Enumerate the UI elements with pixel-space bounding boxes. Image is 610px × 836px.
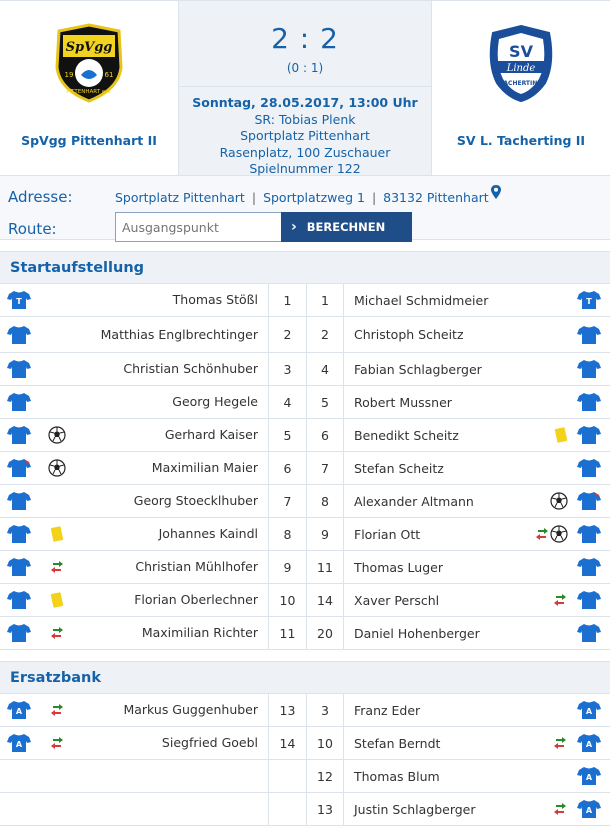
address-venue[interactable]: Sportplatz Pittenhart [115,190,245,205]
match-center [178,1,432,175]
away-shirt-icon [577,425,601,445]
away-shirt-icon [577,623,601,643]
home-events [38,518,76,550]
home-player-name[interactable]: Georg Stoecklhuber [133,493,258,508]
home-player-number: 14 [268,727,306,759]
away-shirt-icon [577,325,601,345]
away-events [526,617,568,649]
home-shirt [0,452,38,484]
away-shirt-icon [577,766,601,786]
home-shirt [0,584,38,616]
home-shirt [0,727,38,759]
player-row [0,419,610,452]
address-street[interactable]: Sportplatzweg 1 [263,190,365,205]
player-row [0,551,610,584]
home-events [38,617,76,649]
svg-text:19: 19 [64,71,74,79]
away-shirt [568,551,610,583]
away-events [526,317,568,352]
away-events [526,452,568,484]
svg-text:A: A [15,707,23,716]
home-events [38,694,76,726]
home-crest-logo [49,23,129,103]
svg-text:SpVgg: SpVgg [65,40,113,55]
home-player-name[interactable]: Thomas Stößl [172,292,258,307]
svg-text:T: T [586,297,592,306]
home-shirt-icon [7,458,31,478]
calculate-route-button[interactable] [281,212,412,242]
away-events [526,694,568,726]
away-player-number: 10 [306,727,344,759]
away-player-name[interactable]: Christoph Scheitz [354,327,464,342]
away-shirt-icon [577,458,601,478]
section-title-lineup: Startaufstellung [0,251,610,284]
away-shirt [568,419,610,451]
away-player-number: 13 [306,793,344,825]
home-player-number: 6 [268,452,306,484]
away-shirt [568,760,610,792]
home-events [38,386,76,418]
match-info [179,87,431,178]
home-shirt [0,617,38,649]
away-player-number: 1 [306,284,344,316]
home-shirt [0,551,38,583]
home-player-name[interactable]: Maximilian Maier [151,460,258,475]
away-events [526,727,568,759]
home-player-number: 7 [268,485,306,517]
substitution-icon [49,560,65,574]
home-player-number: 11 [268,617,306,649]
away-player-name[interactable]: Fabian Schlagberger [354,361,482,377]
venue: Sportplatz Pittenhart [240,128,370,143]
player-row [0,694,610,727]
route-start-input[interactable] [115,212,282,242]
away-shirt [568,793,610,825]
substitution-icon [49,703,65,717]
home-shirt-icon [7,425,31,445]
away-player-name[interactable]: Thomas Blum [354,768,440,784]
away-events [526,386,568,418]
away-crest-logo [481,23,561,103]
address-separator: | [371,190,377,205]
away-shirt-icon [577,392,601,412]
away-player-number: 4 [306,353,344,385]
goal-ball-icon [48,426,66,444]
away-player-name[interactable]: Stefan Scheitz [354,460,444,476]
away-shirt [568,353,610,385]
away-events [526,419,568,451]
player-row [0,284,610,317]
home-player-name[interactable] [76,760,268,792]
home-player-name[interactable]: Gerhard Kaiser [164,427,258,442]
substitution-icon [552,802,568,816]
home-player-number [268,760,306,792]
svg-text:A: A [585,740,593,749]
home-shirt [0,694,38,726]
home-events [38,551,76,583]
address[interactable] [115,190,489,205]
home-player-name[interactable]: Siegfried Goebl [161,735,258,750]
home-shirt [0,386,38,418]
home-player-number: 8 [268,518,306,550]
halftime-score: (0 : 1) [286,61,324,75]
svg-text:T: T [16,297,22,306]
home-events [38,584,76,616]
home-events [38,452,76,484]
away-events [526,793,568,825]
away-player-name[interactable]: Michael Schmidmeier [354,292,489,308]
svg-text:61: 61 [104,71,114,79]
address-city[interactable]: 83132 Pittenhart [383,190,489,205]
route-label: Route: [8,220,57,238]
home-player-name[interactable]: Georg Hegele [172,394,258,409]
home-shirt-icon [7,325,31,345]
away-shirt-icon [577,290,601,310]
away-shirt [568,617,610,649]
away-player-number: 11 [306,551,344,583]
home-shirt [0,518,38,550]
away-shirt-icon [577,524,601,544]
away-shirt-icon [577,491,601,511]
home-player-name[interactable]: Markus Guggenhuber [123,702,258,717]
away-shirt-icon [577,359,601,379]
svg-text:A: A [585,806,593,815]
address-label: Adresse: [8,188,73,206]
home-shirt-icon [7,392,31,412]
away-player-name[interactable]: Stefan Berndt [354,735,441,751]
away-player-number: 3 [306,694,344,726]
away-events [526,760,568,792]
away-player-number: 14 [306,584,344,616]
home-player-number: 10 [268,584,306,616]
player-row [0,518,610,551]
player-row [0,584,610,617]
chevron-right-icon: › [291,219,297,235]
away-events [526,353,568,385]
substitution-icon [552,736,568,750]
home-shirt [0,353,38,385]
substitution-icon [552,593,568,607]
goal-ball-icon [550,492,568,510]
away-events [526,551,568,583]
away-shirt [568,284,610,316]
svg-text:PITTENHART e.V.: PITTENHART e.V. [66,89,112,95]
svg-text:A: A [15,740,23,749]
away-player-number: 7 [306,452,344,484]
away-shirt [568,584,610,616]
calculate-label: BERECHNEN [306,220,386,234]
away-team[interactable] [432,1,610,175]
away-player-name[interactable]: Florian Ott [354,526,421,542]
home-player-number: 9 [268,551,306,583]
home-shirt [0,284,38,316]
home-shirt-icon [7,623,31,643]
away-player-number: 5 [306,386,344,418]
away-player-number: 8 [306,485,344,517]
player-row [0,793,610,826]
home-events [38,419,76,451]
away-player-name[interactable]: Thomas Luger [354,559,443,575]
pitch-info: Rasenplatz, 100 Zuschauer [219,144,391,160]
yellow-card-icon [50,526,64,542]
player-row [0,452,610,485]
svg-text:TACHERTING: TACHERTING [499,80,543,87]
yellow-card-icon [50,592,64,608]
home-player-name[interactable]: Christian Schönhuber [123,361,258,376]
home-events [38,727,76,759]
away-player-number: 12 [306,760,344,792]
home-team-name[interactable]: SpVgg Pittenhart II [21,133,157,148]
substitution-icon [49,626,65,640]
away-shirt-icon [577,799,601,819]
away-player-name[interactable]: Alexander Altmann [354,493,474,509]
player-row [0,317,610,353]
section-title-bench: Ersatzbank [0,661,610,694]
away-player-name[interactable]: Xaver Perschl [354,592,440,608]
player-row [0,760,610,793]
home-player-number: 5 [268,419,306,451]
away-shirt [568,727,610,759]
home-shirt [0,760,38,792]
home-shirt [0,317,38,352]
away-player-number: 9 [306,518,344,550]
away-events [526,518,568,550]
home-events [38,793,76,825]
away-player-number: 2 [306,317,344,352]
substitution-icon [534,527,550,541]
home-shirt-icon [7,590,31,610]
home-player-number [268,793,306,825]
home-shirt [0,419,38,451]
away-team-name[interactable]: SV L. Tacherting II [456,133,586,148]
home-player-name[interactable]: Florian Oberlechner [134,592,258,607]
home-shirt-icon [7,359,31,379]
svg-text:SV: SV [509,42,533,61]
home-player-name[interactable]: Matthias Englbrechtinger [100,326,258,342]
referee: SR: Tobias Plenk [254,111,356,127]
away-player-name[interactable]: Franz Eder [354,702,421,718]
svg-text:A: A [585,773,593,782]
home-shirt-icon [7,733,31,753]
player-row [0,485,610,518]
away-shirt [568,518,610,550]
away-shirt [568,317,610,352]
away-shirt-icon [577,733,601,753]
away-shirt-icon [577,557,601,577]
location-panel [0,176,610,240]
away-player-number: 6 [306,419,344,451]
home-player-number: 13 [268,694,306,726]
away-shirt [568,452,610,484]
home-events [38,353,76,385]
home-team[interactable] [0,1,178,175]
home-shirt-icon [7,290,31,310]
away-events [526,485,568,517]
bench-table [0,694,610,826]
away-player-name[interactable]: Robert Mussner [354,394,452,410]
away-shirt-icon [577,700,601,720]
game-number: Spielnummer 122 [249,161,361,176]
home-events [38,284,76,316]
home-events [38,317,76,352]
home-player-number: 3 [268,353,306,385]
home-player-number: 2 [268,317,306,352]
match-date: Sonntag, 28.05.2017, 13:00 Uhr [192,95,418,110]
substitution-icon [49,736,65,750]
home-player-name[interactable]: Christian Mühlhofer [135,559,258,574]
home-shirt [0,793,38,825]
player-row [0,386,610,419]
address-separator: | [251,190,257,205]
player-row [0,353,610,386]
away-events [526,584,568,616]
away-shirt [568,694,610,726]
home-player-name[interactable] [76,793,268,825]
player-row [0,727,610,760]
home-player-number: 1 [268,284,306,316]
home-player-number: 4 [268,386,306,418]
home-player-name[interactable]: Maximilian Richter [141,625,258,640]
lineup-table [0,284,610,650]
home-shirt-icon [7,491,31,511]
svg-text:A: A [585,707,593,716]
away-shirt-icon [577,590,601,610]
home-shirt [0,485,38,517]
away-shirt [568,386,610,418]
map-pin-icon[interactable] [488,184,504,200]
home-player-name[interactable]: Johannes Kaindl [158,526,258,541]
away-shirt [568,485,610,517]
final-score: 2 : 2 [271,22,339,55]
away-player-name[interactable]: Daniel Hohenberger [354,625,480,641]
home-events [38,485,76,517]
goal-ball-icon [550,525,568,543]
score-box [179,1,431,87]
away-player-name[interactable]: Benedikt Scheitz [354,427,459,443]
player-row [0,617,610,650]
away-player-name[interactable]: Justin Schlagberger [354,801,476,817]
away-events [526,284,568,316]
home-shirt-icon [7,524,31,544]
home-events [38,760,76,792]
yellow-card-icon [554,427,568,443]
home-shirt-icon [7,557,31,577]
svg-text:Linde: Linde [506,63,536,74]
goal-ball-icon [48,459,66,477]
away-player-number: 20 [306,617,344,649]
match-header [0,0,610,176]
home-shirt-icon [7,700,31,720]
